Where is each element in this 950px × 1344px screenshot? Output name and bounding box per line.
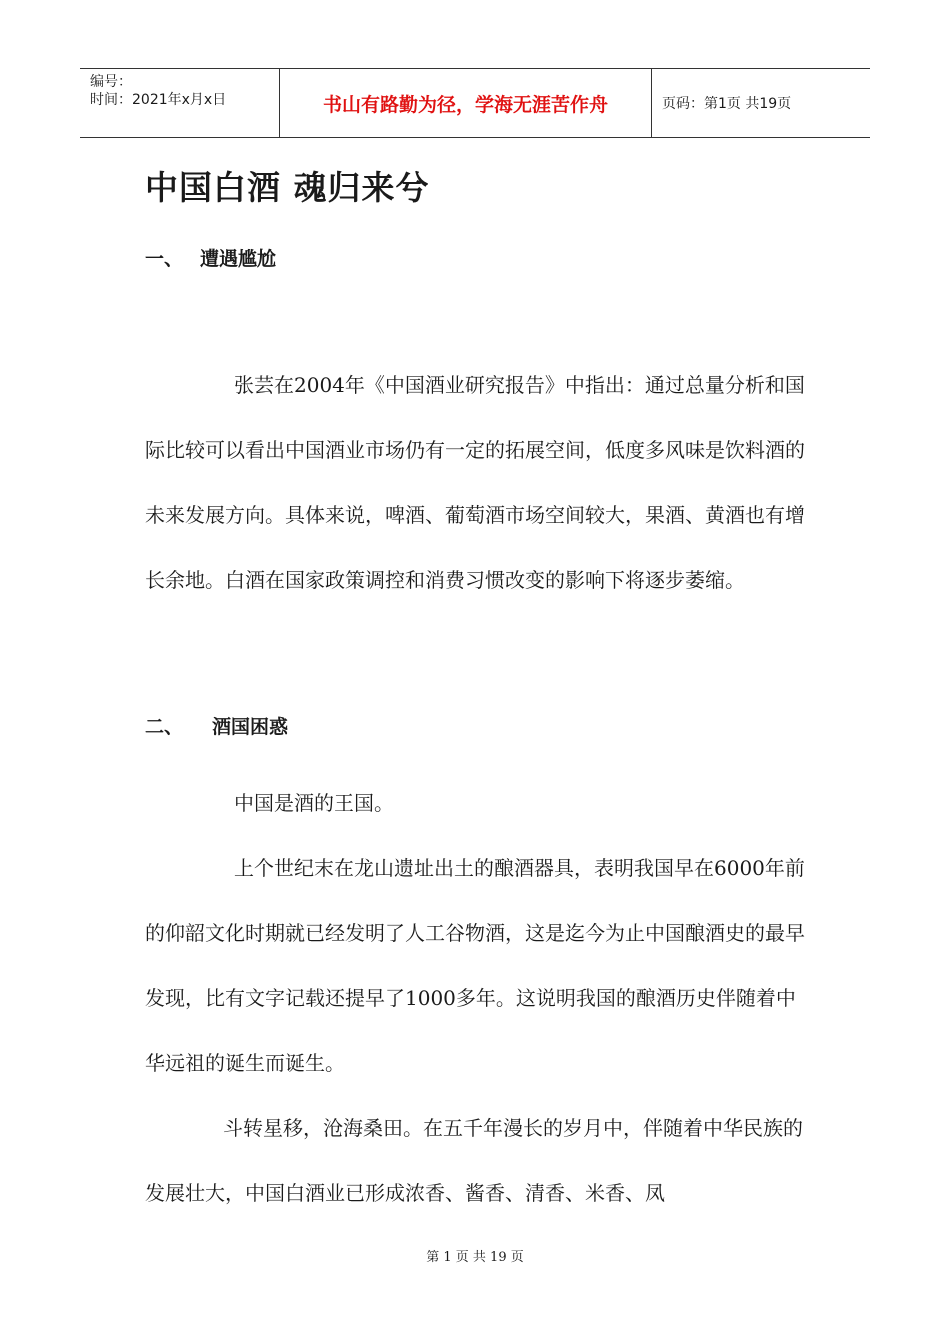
paragraph-4: 斗转星移，沧海桑田。在五千年漫长的岁月中，伴随着中华民族的发展壮大，中国白酒业已形成浓香、酱香、清香、米香、凤 [145, 1116, 803, 1205]
header-page-info: 页码：第1页 共19页 [662, 96, 792, 112]
time-label: 时间：2021年x月x日 [90, 92, 227, 108]
section-title: 酒国困惑 [212, 716, 289, 738]
section-title: 遭遇尴尬 [200, 248, 277, 270]
paragraph-1: 张芸在2004年《中国酒业研究报告》中指出：通过总量分析和国际比较可以看出中国酒业市场仍有一定的拓展空间，低度多风味是饮料酒的未来发展方向。具体来说，啤酒、葡萄酒市场空间较大，果酒、黄酒也有增长余地。白酒在国家政策调控和消费习惯改变的影响下将逐步萎缩。 [145, 373, 805, 592]
section-heading-2 [145, 712, 288, 739]
number-label: 编号： [90, 74, 132, 90]
section-heading-1 [145, 244, 276, 271]
document-header [80, 68, 870, 138]
section-number: 一、 [145, 248, 184, 270]
paragraph-2: 中国是酒的王国。 [234, 791, 394, 815]
header-meta-cell [80, 69, 280, 137]
page-footer: 第 1 页 共 19 页 [426, 1250, 524, 1265]
section-number: 二、 [145, 716, 184, 738]
paragraph-3: 上个世纪末在龙山遗址出土的酿酒器具，表明我国早在6000年前的仰韶文化时期就已经发明了人工谷物酒，这是迄今为止中国酿酒史的最早发现，比有文字记载还提早了1000多年。这说明我国的酿酒历史伴随着中华远祖的诞生而诞生。 [145, 856, 805, 1075]
document-title: 中国白酒 魂归来兮 [145, 168, 430, 207]
header-motto: 书山有路勤为径，学海无涯苦作舟 [280, 69, 652, 137]
